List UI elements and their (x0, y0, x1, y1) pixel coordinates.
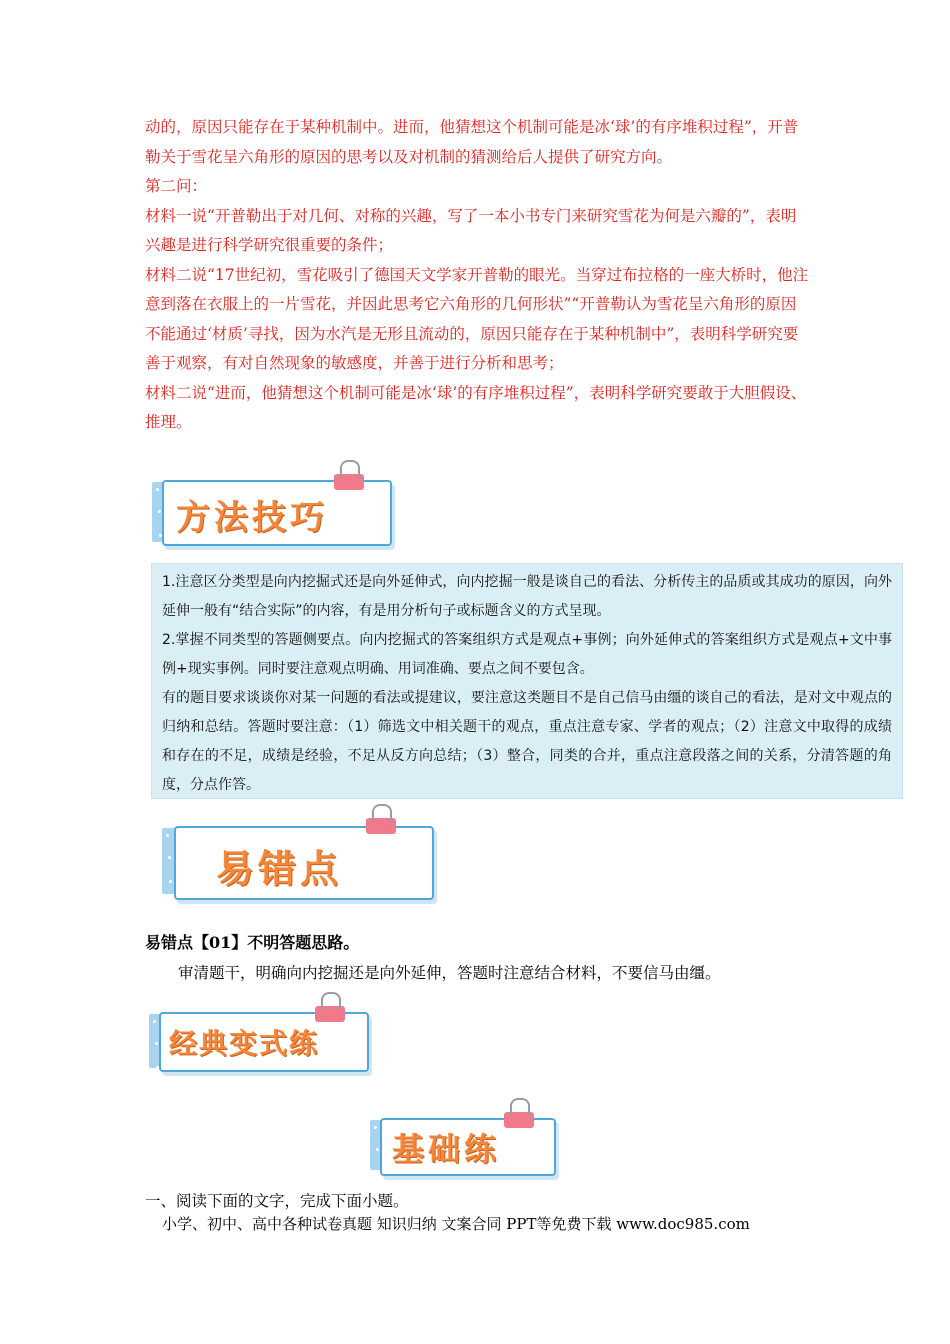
banner-methods (148, 470, 398, 550)
paper-clip-icon (504, 1112, 534, 1128)
banner-mistakes (160, 814, 440, 904)
paper-clip-icon (334, 474, 364, 490)
tip-paragraph: 2.掌握不同类型的答题侧要点。向内挖掘式的答案组织方式是观点+事例；向外延伸式的答案组织方式是观点+文中事例+现实事例。同时要注意观点明确、用词准确、要点之间不要包含。 (162, 632, 892, 677)
banner-title: 基础练 (392, 1130, 501, 1168)
analysis-paragraph: 材料二说“17世纪初，雪花吸引了德国天文学家开普勒的眼光。当穿过布拉格的一座大桥时，他注意到落在衣服上的一片雪花，并因此思考它六角形的几何形状”“开普勒认为雪花呈六角形的原因不能通过‘材质’寻找，因为水汽是无形且流动的，原因只能存在于某种机制中”，表明科学研究要善于观察，有对自然现象的敏感度，并善于进行分析和思考； (145, 265, 809, 372)
question-intro: 一、阅读下面的文字，完成下面小题。 (145, 1192, 409, 1210)
analysis-paragraph: 材料一说“开普勒出于对几何、对称的兴趣，写了一本小书专门来研究雪花为何是六瓣的”，表明兴趣是进行科学研究很重要的条件； (145, 206, 797, 254)
analysis-paragraph: 材料二说“进而，他猜想这个机制可能是冰‘球’的有序堆积过程”，表明科学研究要敢于大胆假设、推理。 (145, 383, 807, 431)
banner-basic (368, 1110, 558, 1178)
page-footer: 小学、初中、高中各种试卷真题 知识归纳 文案合同 PPT等免费下载 www.doc985.com (162, 1215, 750, 1233)
methods-tips-box (151, 563, 903, 799)
paper-clip-icon (366, 818, 396, 834)
paper-clip-icon (315, 1006, 345, 1022)
analysis-paragraph: 动的，原因只能存在于某种机制中。进而，他猜想这个机制可能是冰‘球’的有序堆积过程”，开普勒关于雪花呈六角形的原因的思考以及对机制的猜测给后人提供了研究方向。 (145, 118, 799, 166)
banner-title: 经典变式练 (169, 1027, 320, 1060)
tip-paragraph: 1.注意区分类型是向内挖掘式还是向外延伸式，向内挖掘一般是谈自己的看法、分析传主的品质或其成功的原因，向外延伸一般有“结合实际”的内容，有是用分析句子或标题含义的方式呈现。 (162, 574, 892, 619)
tip-paragraph: 有的题目要求谈谈你对某一问题的看法或提建议，要注意这类题目不是自己信马由缰的谈自己的看法，是对文中观点的归纳和总结。答题时要注意：（1）筛选文中相关题干的观点，重点注意专家、学者的观点；（2）注意文中取得的成绩和存在的不足，成绩是经验，不足从反方向总结；（3）整合，同类的合并，重点注意段落之间的关系，分清答题的角度，分点作答。 (162, 690, 892, 793)
mistake-title: 易错点【01】不明答题思路。 (145, 933, 360, 952)
mistake-body: 审清题干，明确向内挖掘还是向外延伸，答题时注意结合材料，不要信马由缰。 (178, 964, 721, 982)
answer-analysis (145, 113, 810, 438)
banner-title: 易错点 (216, 847, 343, 891)
analysis-paragraph: 第二问： (145, 177, 208, 195)
banner-variants (147, 1004, 372, 1076)
banner-title: 方法技巧 (176, 498, 328, 538)
